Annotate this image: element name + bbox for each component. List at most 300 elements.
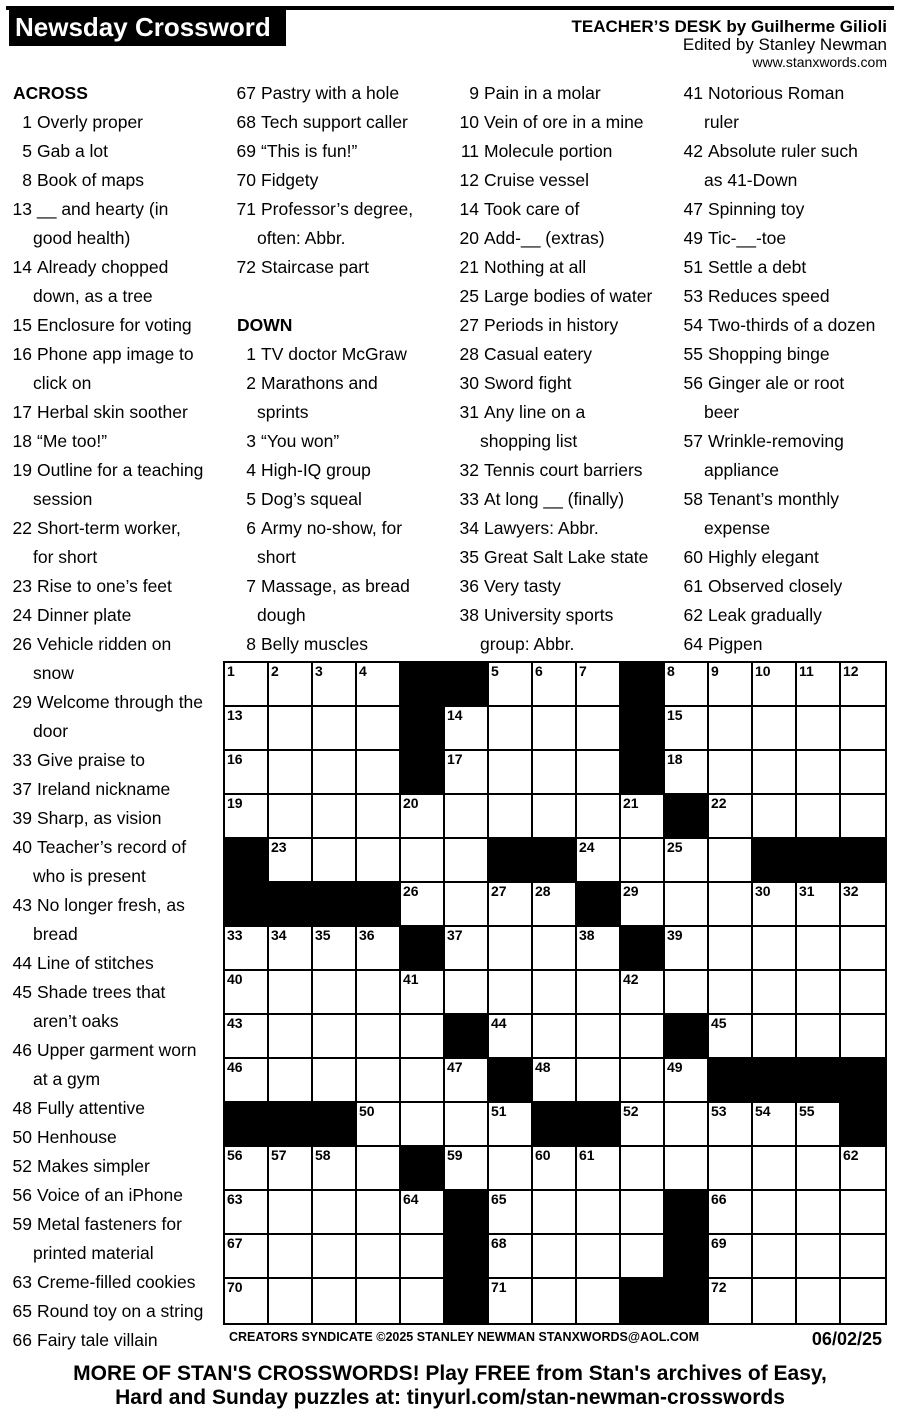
grid-cell[interactable]	[269, 751, 313, 795]
clue-number: 33	[459, 489, 479, 509]
grid-cell[interactable]	[269, 839, 313, 883]
grid-cell[interactable]	[577, 839, 621, 883]
clue-number: 72	[236, 257, 256, 277]
grid-cell[interactable]	[797, 1279, 841, 1323]
website-link[interactable]: www.stanxwords.com	[752, 54, 887, 70]
clue-text: Phone app image to	[37, 344, 194, 364]
grid-cell[interactable]	[797, 663, 841, 707]
black-square	[225, 883, 269, 927]
clue-number: 17	[12, 402, 32, 422]
grid-cell[interactable]	[489, 1191, 533, 1235]
puzzle-date: 06/02/25	[811, 1329, 882, 1349]
grid-cell[interactable]	[841, 751, 885, 795]
grid-cell[interactable]	[709, 1235, 753, 1279]
grid-cell[interactable]	[753, 1103, 797, 1147]
grid-cell[interactable]	[577, 971, 621, 1015]
grid-cell[interactable]	[709, 971, 753, 1015]
grid-cell[interactable]	[841, 795, 885, 839]
byline	[572, 18, 888, 36]
clue-number: 24	[12, 605, 32, 625]
grid-cell[interactable]	[489, 927, 533, 971]
black-square	[401, 663, 445, 707]
grid-cell[interactable]	[665, 927, 709, 971]
cell-number: 30	[755, 883, 771, 899]
clue-text: Give praise to	[37, 750, 145, 770]
grid-cell[interactable]	[797, 1235, 841, 1279]
clue-text: Army no-show, for	[261, 518, 403, 538]
clue-number: 29	[12, 692, 32, 712]
clue	[675, 282, 897, 311]
grid-cell[interactable]	[797, 971, 841, 1015]
clue-text: Staircase part	[261, 257, 369, 277]
grid-cell[interactable]	[357, 795, 401, 839]
grid-cell[interactable]	[401, 839, 445, 883]
grid-cell[interactable]	[489, 1103, 533, 1147]
grid-cell[interactable]	[841, 927, 885, 971]
grid-cell[interactable]	[753, 795, 797, 839]
clue-number: 43	[12, 895, 32, 915]
clue-number: 56	[683, 373, 703, 393]
cell-number: 35	[315, 927, 331, 943]
grid-cell[interactable]	[225, 795, 269, 839]
grid-cell[interactable]	[489, 971, 533, 1015]
grid-cell[interactable]	[841, 971, 885, 1015]
grid-cell[interactable]	[621, 1235, 665, 1279]
clue-continuation: short	[257, 547, 296, 567]
grid-cell[interactable]	[753, 707, 797, 751]
grid-cell[interactable]	[709, 795, 753, 839]
clue	[451, 514, 673, 543]
grid-cell[interactable]	[753, 1015, 797, 1059]
grid-cell[interactable]	[401, 1191, 445, 1235]
grid-cell[interactable]	[489, 883, 533, 927]
grid-cell[interactable]	[357, 1015, 401, 1059]
grid-cell[interactable]	[445, 839, 489, 883]
grid-cell[interactable]	[533, 1147, 577, 1191]
grid-cell[interactable]	[225, 1279, 269, 1323]
clue	[451, 543, 673, 572]
clue-number: 53	[683, 286, 703, 306]
grid-cell[interactable]	[269, 927, 313, 971]
black-square	[753, 1059, 797, 1103]
grid-cell[interactable]	[577, 795, 621, 839]
clue-number: 63	[12, 1272, 32, 1292]
grid-cell[interactable]	[313, 927, 357, 971]
clue-text: TV doctor McGraw	[261, 344, 407, 364]
clue-text: Voice of an iPhone	[37, 1185, 183, 1205]
grid-cell[interactable]	[313, 663, 357, 707]
clue-continuation: shopping list	[480, 431, 578, 451]
grid-cell[interactable]	[709, 839, 753, 883]
clue-text: Fidgety	[261, 170, 319, 190]
grid-cell[interactable]	[797, 1015, 841, 1059]
grid-cell[interactable]	[709, 751, 753, 795]
grid-cell[interactable]	[445, 927, 489, 971]
clue	[675, 253, 897, 282]
clue-text: Already chopped	[37, 257, 169, 277]
grid-cell[interactable]	[357, 707, 401, 751]
grid-cell[interactable]	[665, 1059, 709, 1103]
clue-text: Dinner plate	[37, 605, 132, 625]
grid-cell[interactable]	[753, 1147, 797, 1191]
clue-text: Absolute ruler such	[708, 141, 858, 161]
grid-cell[interactable]	[533, 663, 577, 707]
clue-text: Pain in a molar	[484, 83, 601, 103]
clue-number: 31	[459, 402, 479, 422]
clue-number: 14	[459, 199, 479, 219]
grid-cell[interactable]	[665, 663, 709, 707]
grid-cell[interactable]	[401, 883, 445, 927]
grid-cell[interactable]	[225, 1147, 269, 1191]
grid-cell[interactable]	[313, 795, 357, 839]
grid-cell[interactable]	[841, 1015, 885, 1059]
clue	[4, 514, 222, 543]
grid-cell[interactable]	[797, 1147, 841, 1191]
grid-cell[interactable]	[489, 1235, 533, 1279]
grid-cell[interactable]	[445, 795, 489, 839]
grid-cell[interactable]	[533, 883, 577, 927]
grid-cell[interactable]	[225, 1059, 269, 1103]
grid-cell[interactable]	[577, 1279, 621, 1323]
grid-cell[interactable]	[533, 1059, 577, 1103]
clue-text: Book of maps	[37, 170, 144, 190]
black-square	[797, 839, 841, 883]
grid-cell[interactable]	[489, 707, 533, 751]
clue-text: Cruise vessel	[484, 170, 590, 190]
grid-cell[interactable]	[709, 1103, 753, 1147]
promo-line-2: Hard and Sunday puzzles at: tinyurl.com/stan-newman-crosswords	[115, 1386, 785, 1409]
grid-cell[interactable]	[577, 663, 621, 707]
clue-continuation: at a gym	[33, 1069, 101, 1089]
grid-cell[interactable]	[401, 1279, 445, 1323]
grid-cell[interactable]	[533, 1015, 577, 1059]
grid-cell[interactable]	[313, 751, 357, 795]
clue-text: “You won”	[261, 431, 340, 451]
clue	[4, 601, 222, 630]
grid-cell[interactable]	[665, 751, 709, 795]
grid-cell[interactable]	[577, 1147, 621, 1191]
grid-cell[interactable]	[269, 1191, 313, 1235]
grid-cell[interactable]	[577, 927, 621, 971]
clue-number: 38	[459, 605, 479, 625]
grid-cell[interactable]	[269, 1059, 313, 1103]
grid-cell[interactable]	[621, 1147, 665, 1191]
grid-cell[interactable]	[269, 971, 313, 1015]
clue-number: 34	[459, 518, 479, 538]
clue-column-3	[451, 79, 673, 659]
clue	[675, 485, 897, 514]
black-square	[445, 1015, 489, 1059]
cell-number: 10	[755, 663, 771, 679]
grid-cell[interactable]	[533, 707, 577, 751]
clue-number: 22	[12, 518, 32, 538]
clue	[675, 601, 897, 630]
clue	[4, 398, 222, 427]
grid-cell[interactable]	[401, 1103, 445, 1147]
grid-cell[interactable]	[533, 1279, 577, 1323]
editor-credit: Edited by Stanley Newman	[682, 35, 887, 54]
clue-number: 32	[459, 460, 479, 480]
clue-number: 30	[459, 373, 479, 393]
grid-cell[interactable]	[225, 1191, 269, 1235]
cell-number: 21	[623, 795, 639, 811]
grid-cell[interactable]	[401, 795, 445, 839]
clue-text: High-IQ group	[261, 460, 371, 480]
grid-cell[interactable]	[621, 1103, 665, 1147]
grid-cell[interactable]	[533, 971, 577, 1015]
clue-number: 62	[683, 605, 703, 625]
grid-cell[interactable]	[841, 1147, 885, 1191]
grid-cell[interactable]	[489, 1015, 533, 1059]
grid-cell[interactable]	[577, 1059, 621, 1103]
grid-cell[interactable]	[533, 1235, 577, 1279]
clue-continuation: session	[33, 489, 93, 509]
black-square	[445, 663, 489, 707]
grid-cell[interactable]	[753, 883, 797, 927]
grid-cell[interactable]	[577, 1191, 621, 1235]
cell-number: 25	[667, 839, 683, 855]
grid-cell[interactable]	[313, 971, 357, 1015]
grid-cell[interactable]	[753, 1235, 797, 1279]
clue	[228, 108, 448, 137]
grid-cell[interactable]	[665, 707, 709, 751]
grid-cell[interactable]	[797, 1191, 841, 1235]
grid-cell[interactable]	[665, 839, 709, 883]
clue	[4, 688, 222, 717]
section-heading: ACROSS	[13, 83, 88, 103]
grid-cell[interactable]	[665, 971, 709, 1015]
grid-cell[interactable]	[225, 663, 269, 707]
clue	[675, 630, 897, 659]
cell-number: 64	[403, 1191, 419, 1207]
puzzle-title: Newsday Crossword	[9, 10, 286, 46]
grid-cell[interactable]	[357, 1279, 401, 1323]
grid-cell[interactable]	[841, 883, 885, 927]
cell-number: 28	[535, 883, 551, 899]
grid-cell[interactable]	[357, 1147, 401, 1191]
grid-cell[interactable]	[269, 707, 313, 751]
grid-cell[interactable]	[709, 1015, 753, 1059]
clue-number: 45	[12, 982, 32, 1002]
grid-cell[interactable]	[753, 751, 797, 795]
grid-cell[interactable]	[269, 663, 313, 707]
grid-cell[interactable]	[313, 1191, 357, 1235]
clue	[228, 253, 448, 282]
grid-cell[interactable]	[841, 1235, 885, 1279]
crossword-grid[interactable]	[223, 661, 887, 1325]
grid-cell[interactable]	[445, 707, 489, 751]
grid-cell[interactable]	[841, 707, 885, 751]
grid-cell[interactable]	[797, 707, 841, 751]
grid-cell[interactable]	[577, 707, 621, 751]
grid-cell[interactable]	[225, 927, 269, 971]
grid-cell[interactable]	[401, 1015, 445, 1059]
grid-cell[interactable]	[753, 663, 797, 707]
grid-cell[interactable]	[445, 883, 489, 927]
clue	[4, 746, 222, 775]
grid-cell[interactable]	[269, 795, 313, 839]
grid-cell[interactable]	[489, 1279, 533, 1323]
cell-number: 61	[579, 1147, 595, 1163]
clue-text: Tenant’s monthly	[708, 489, 840, 509]
black-square	[797, 1059, 841, 1103]
clue-number: 52	[12, 1156, 32, 1176]
cell-number: 34	[271, 927, 287, 943]
clue	[4, 166, 222, 195]
grid-cell[interactable]	[445, 971, 489, 1015]
grid-cell[interactable]	[621, 839, 665, 883]
grid-cell[interactable]	[313, 1147, 357, 1191]
grid-cell[interactable]	[709, 1147, 753, 1191]
clue-text: Sword fight	[484, 373, 572, 393]
grid-cell[interactable]	[313, 1059, 357, 1103]
grid-cell[interactable]	[225, 971, 269, 1015]
grid-cell[interactable]	[445, 1103, 489, 1147]
grid-cell[interactable]	[445, 1059, 489, 1103]
grid-cell[interactable]	[621, 1015, 665, 1059]
grid-cell[interactable]	[313, 1015, 357, 1059]
grid-cell[interactable]	[797, 1103, 841, 1147]
grid-cell[interactable]	[621, 1191, 665, 1235]
grid-cell[interactable]	[401, 1235, 445, 1279]
cell-number: 27	[491, 883, 507, 899]
grid-cell[interactable]	[797, 751, 841, 795]
black-square	[401, 1147, 445, 1191]
grid-cell[interactable]	[577, 751, 621, 795]
clue-text: Rise to one’s feet	[37, 576, 172, 596]
grid-cell[interactable]	[709, 927, 753, 971]
grid-cell[interactable]	[401, 1059, 445, 1103]
grid-cell[interactable]	[621, 883, 665, 927]
grid-cell[interactable]	[797, 883, 841, 927]
grid-cell[interactable]	[489, 1147, 533, 1191]
grid-cell[interactable]	[445, 1147, 489, 1191]
clue	[4, 1268, 222, 1297]
clue-number: 60	[683, 547, 703, 567]
cell-number: 66	[711, 1191, 727, 1207]
grid-cell[interactable]	[489, 663, 533, 707]
grid-cell[interactable]	[269, 1015, 313, 1059]
grid-cell[interactable]	[709, 883, 753, 927]
grid-cell[interactable]	[357, 971, 401, 1015]
grid-cell[interactable]	[841, 1191, 885, 1235]
grid-cell[interactable]	[621, 1059, 665, 1103]
grid-cell[interactable]	[489, 751, 533, 795]
grid-cell[interactable]	[489, 795, 533, 839]
grid-cell[interactable]	[357, 751, 401, 795]
grid-cell[interactable]	[225, 707, 269, 751]
grid-cell[interactable]	[753, 1279, 797, 1323]
cell-number: 9	[711, 663, 719, 679]
grid-cell[interactable]	[841, 1279, 885, 1323]
clue-number: 12	[459, 170, 479, 190]
grid-cell[interactable]	[357, 1235, 401, 1279]
cell-number: 63	[227, 1191, 243, 1207]
clue	[4, 1152, 222, 1181]
clue-number: 33	[12, 750, 32, 770]
grid-cell[interactable]	[709, 663, 753, 707]
grid-cell[interactable]	[445, 751, 489, 795]
clue	[451, 195, 673, 224]
grid-cell[interactable]	[533, 1191, 577, 1235]
grid-cell[interactable]	[313, 1235, 357, 1279]
clue	[4, 253, 222, 282]
clue-text: Gab a lot	[37, 141, 109, 161]
grid-cell[interactable]	[533, 751, 577, 795]
grid-cell[interactable]	[269, 1235, 313, 1279]
grid-cell[interactable]	[621, 795, 665, 839]
grid-cell[interactable]	[753, 971, 797, 1015]
grid-cell[interactable]	[753, 927, 797, 971]
cell-number: 59	[447, 1147, 463, 1163]
cell-number: 54	[755, 1103, 771, 1119]
clue	[4, 891, 222, 920]
grid-cell[interactable]	[709, 707, 753, 751]
clue-number: 11	[460, 141, 479, 161]
clue-column-2	[228, 79, 448, 659]
grid-cell[interactable]	[357, 1191, 401, 1235]
clue-text: Pastry with a hole	[261, 83, 400, 103]
grid-cell[interactable]	[357, 839, 401, 883]
black-square	[665, 1235, 709, 1279]
grid-cell[interactable]	[401, 971, 445, 1015]
clue	[228, 79, 448, 108]
grid-cell[interactable]	[357, 1103, 401, 1147]
grid-cell[interactable]	[225, 751, 269, 795]
grid-cell[interactable]	[357, 927, 401, 971]
clue-number: 46	[12, 1040, 32, 1060]
clue	[4, 340, 222, 369]
clue	[228, 137, 448, 166]
grid-cell[interactable]	[533, 927, 577, 971]
grid-cell[interactable]	[665, 883, 709, 927]
clue-number: 66	[12, 1330, 32, 1350]
grid-cell[interactable]	[665, 1147, 709, 1191]
clue	[4, 456, 222, 485]
grid-cell[interactable]	[269, 1279, 313, 1323]
clue-text: Herbal skin soother	[37, 402, 188, 422]
grid-cell[interactable]	[577, 1235, 621, 1279]
grid-cell[interactable]	[841, 663, 885, 707]
cell-number: 20	[403, 795, 419, 811]
grid-cell[interactable]	[313, 839, 357, 883]
grid-cell[interactable]	[709, 1279, 753, 1323]
clue-number: 4	[246, 460, 256, 480]
grid-cell[interactable]	[313, 1279, 357, 1323]
grid-cell[interactable]	[225, 1235, 269, 1279]
clue-text: Short-term worker,	[37, 518, 181, 538]
clue-text: Shade trees that	[37, 982, 166, 1002]
grid-cell[interactable]	[797, 927, 841, 971]
clue-number: 15	[12, 315, 32, 335]
grid-cell[interactable]	[533, 795, 577, 839]
grid-cell[interactable]	[357, 1059, 401, 1103]
grid-cell[interactable]	[269, 1147, 313, 1191]
clue-number: 9	[469, 83, 479, 103]
clue-text: Reduces speed	[708, 286, 830, 306]
grid-cell[interactable]	[621, 971, 665, 1015]
grid-cell[interactable]	[709, 1191, 753, 1235]
grid-cell[interactable]	[797, 795, 841, 839]
grid-cell[interactable]	[313, 707, 357, 751]
grid-cell[interactable]	[753, 1191, 797, 1235]
grid-cell[interactable]	[225, 1015, 269, 1059]
grid-cell[interactable]	[577, 1015, 621, 1059]
grid-cell[interactable]	[665, 1103, 709, 1147]
grid-cell[interactable]	[357, 663, 401, 707]
clue	[451, 398, 673, 427]
clue-text: Marathons and	[261, 373, 378, 393]
